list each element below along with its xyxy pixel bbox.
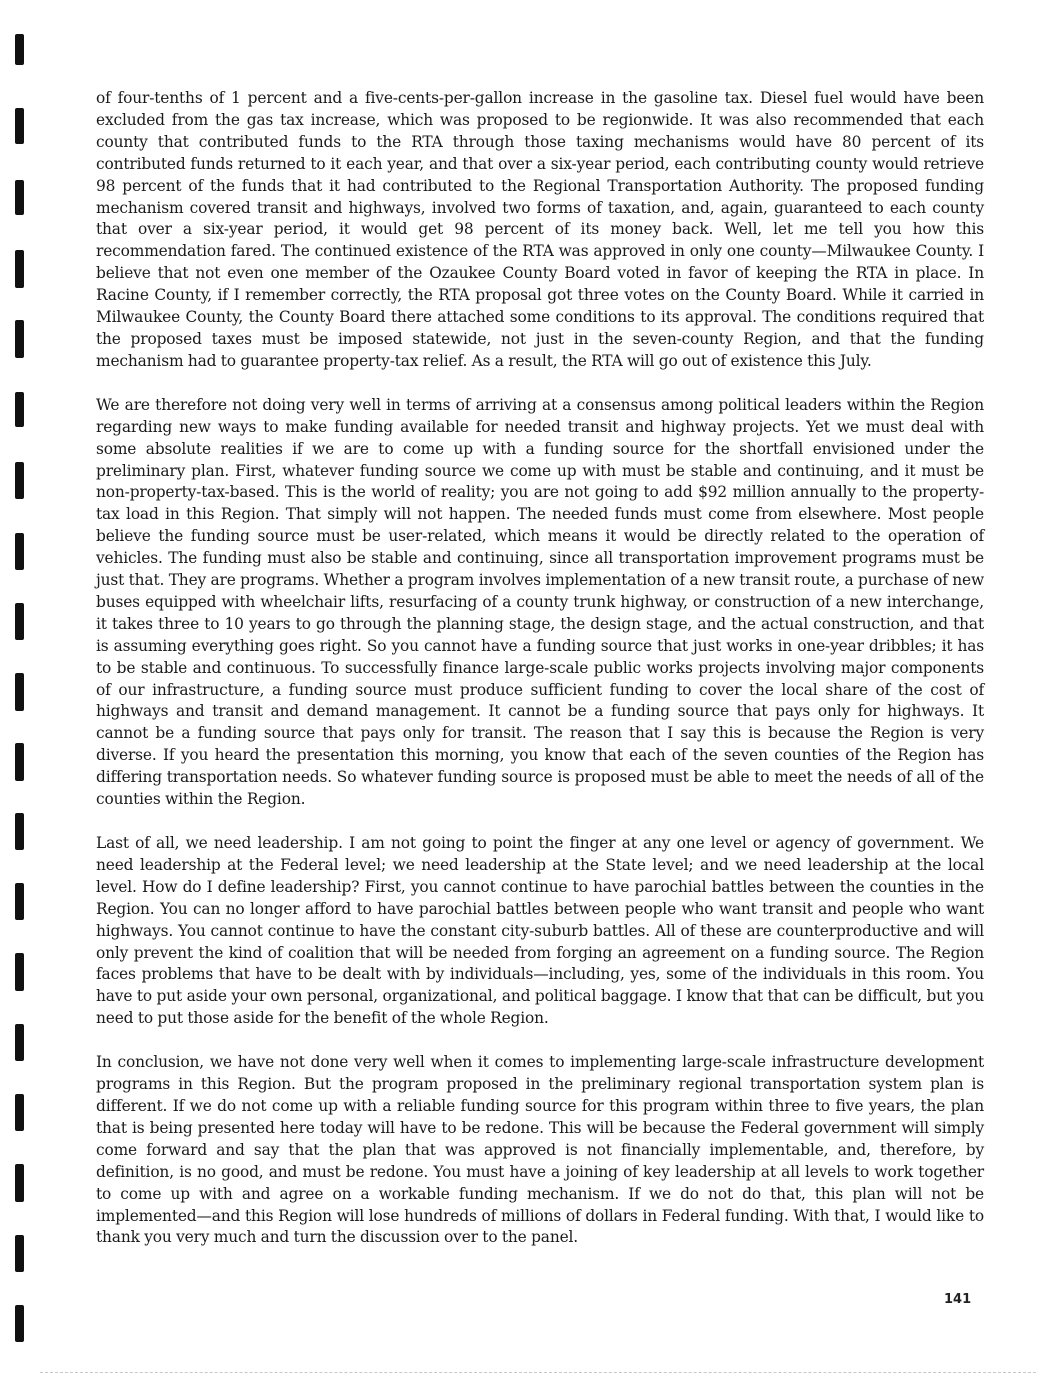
binding-hole — [15, 533, 24, 570]
paragraph: We are therefore not doing very well in terms of arriving at a consensus among political leaders within the Region regarding new ways to make funding available for needed transit and highway projects. Yet we must deal with some absolute realities if we are to come up with a funding source for the shortfall envisioned under the preliminary plan. First, whatever funding source we come up with must be stable and continuing, and it must be non-property-tax-based. This is the world of reality; you are not going to add $92 million annually to the property-tax load in this Region. That simply will not happen. The needed funds must come from elsewhere. Most people believe the funding source must be user-related, which means it would be directly related to the operation of vehicles. The funding must also be stable and continuing, since all transportation improvement programs must be just that. They are programs. Whether a program involves implementation of a new transit route, a purchase of new buses equipped with wheelchair lifts, resurfacing of a county trunk highway, or construction of a new interchange, it takes three to 10 years to go through the planning stage, the design stage, and the actual construction, and that is assuming everything goes right. So you cannot have a funding source that just works in one-year dribbles; it has to be stable and continuous. To successfully finance large-scale public works projects involving major components of our infrastructure, a funding source must produce sufficient funding to cover the local share of the cost of highways and transit and demand management. It cannot be a funding source that pays only for highways. It cannot be a funding source that pays only for transit. The reason that I say this is because the Region is very diverse. If you heard the presentation this morning, you know that each of the seven counties of the Region has differing transportation needs. So whatever funding source is proposed must be able to meet the needs of all of the counties within the Region. — [96, 395, 984, 809]
binding-holes — [0, 0, 40, 1380]
binding-hole — [15, 1305, 24, 1342]
binding-hole — [15, 1094, 24, 1131]
binding-hole — [15, 108, 24, 144]
binding-hole — [15, 883, 24, 920]
binding-hole — [15, 462, 24, 499]
paragraph: In conclusion, we have not done very well when it comes to implementing large-scale infrastructure development programs in this Region. But the program proposed in the preliminary regional transportation system plan is different. If we do not come up with a reliable funding source for this program within three to five years, the plan that is being presented here today will have to be redone. This will be because the Federal government will simply come forward and say that the plan that was approved is not financially implementable, and, therefore, by definition, is no good, and must be redone. You must have a joining of key leadership at all levels to work together to come up with and agree on a workable funding mechanism. If we do not do that, this plan will not be implemented—and this Region will lose hundreds of millions of dollars in Federal funding. With that, I would like to thank you very much and turn the discussion over to the panel. — [96, 1053, 984, 1247]
binding-hole — [15, 743, 24, 781]
binding-hole — [15, 250, 24, 288]
binding-hole — [15, 34, 24, 65]
binding-hole — [15, 1164, 24, 1202]
binding-hole — [15, 1024, 24, 1061]
paragraph: Last of all, we need leadership. I am not going to point the finger at any one level or agency of government. We need leadership at the Federal level; we need leadership at the State level; and we need leadership at the local level. How do I define leadership? First, you cannot continue to have parochial battles between the counties in the Region. You can no longer afford to have parochial battles between people who want transit and people who want highways. You cannot continue to have the constant city-suburb battles. All of these are counterproductive and will only prevent the kind of coalition that will be needed from forging an agreement on a funding source. The Region faces problems that have to be dealt with by individuals—including, yes, some of the individuals in this room. You have to put aside your own personal, organizational, and political baggage. I know that that can be difficult, but you need to put those aside for the benefit of the whole Region. — [96, 834, 984, 1028]
binding-hole — [15, 603, 24, 640]
binding-hole — [15, 392, 24, 427]
binding-hole — [15, 1235, 24, 1272]
binding-hole — [15, 320, 24, 358]
page-body — [96, 88, 984, 1271]
binding-hole — [15, 953, 24, 991]
page-number: 141 — [944, 1292, 972, 1307]
paragraph: of four-tenths of 1 percent and a five-cents-per-gallon increase in the gasoline tax. Diesel fuel would have been excluded from the gas tax increase, which was proposed to be regionwide. It was also recommended that each county that contributed funds to the RTA through those taxing mechanisms would have 80 percent of its contributed funds returned to it each year, and that over a six-year period, each contributing county would retrieve 98 percent of the funds that it had contributed to the Regional Transportation Authority. The proposed funding mechanism covered transit and highways, involved two forms of taxation, and, again, guaranteed to each county that over a six-year period, it would get 98 percent of its money back. Well, let me tell you how this recommendation fared. The continued existence of the RTA was approved in only one county—Milwaukee County. I believe that not even one member of the Ozaukee County Board voted in favor of keeping the RTA in place. In Racine County, if I remember correctly, the RTA proposal got three votes on the County Board. While it carried in Milwaukee County, the County Board there attached some conditions to its approval. The conditions required that the proposed taxes must be imposed statewide, not just in the seven-county Region, and that the funding mechanism had to guarantee property-tax relief. As a result, the RTA will go out of existence this July. — [96, 89, 984, 370]
binding-hole — [15, 180, 24, 215]
binding-hole — [15, 673, 24, 711]
footer-rule — [40, 1372, 1036, 1373]
binding-hole — [15, 813, 24, 850]
